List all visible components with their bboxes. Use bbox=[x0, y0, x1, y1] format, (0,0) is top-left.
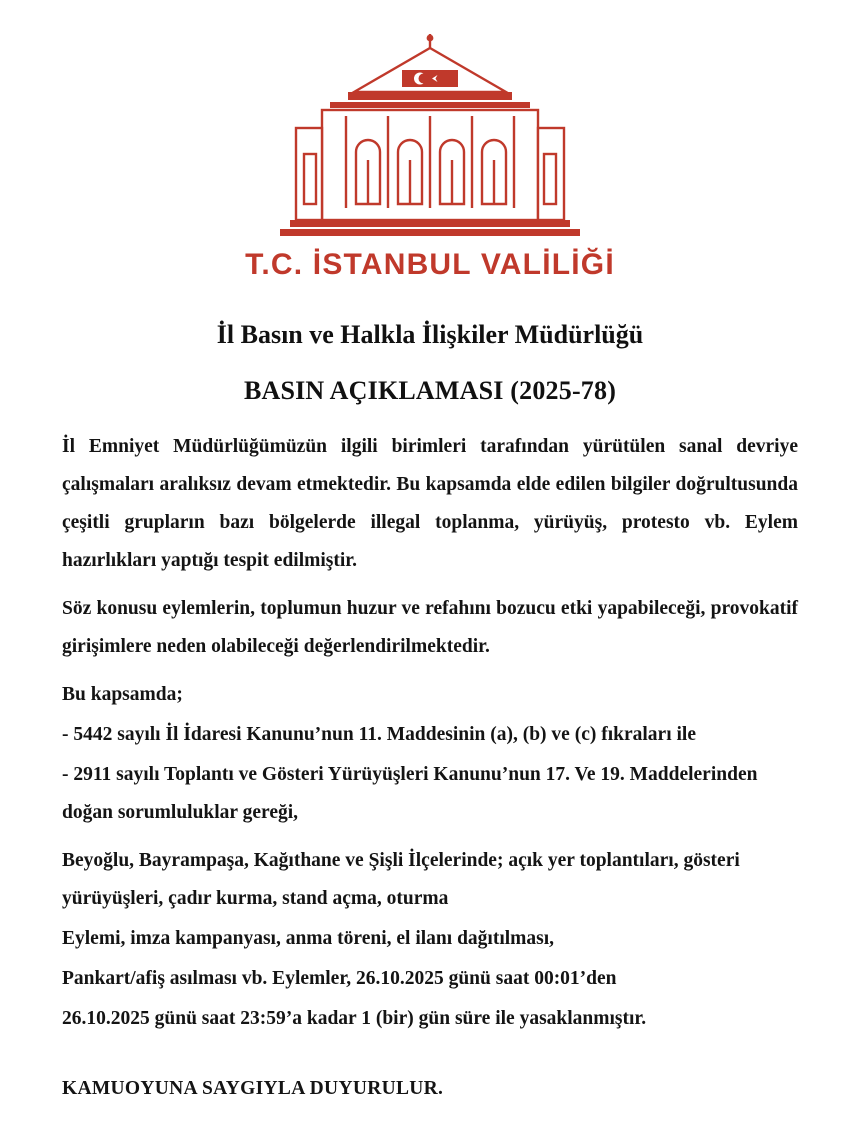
paragraph-legal-item: - 2911 sayılı Toplantı ve Gösteri Yürüyüşleri Kanunu’nun 17. Ve 19. Maddelerinden doğan sorumluluklar gereği, bbox=[62, 764, 758, 824]
paragraph: Eylemi, imza kampanyası, anma töreni, el ilanı dağıtılması, bbox=[62, 928, 555, 950]
paragraph: Beyoğlu, Bayrampaşa, Kağıthane ve Şişli İlçelerinde; açık yer toplantıları, gösteri yürüyüşleri, çadır kurma, stand açma, oturma bbox=[62, 850, 740, 910]
paragraph: Pankart/afiş asılması vb. Eylemler, 26.10.2025 günü saat 00:01’den bbox=[62, 968, 617, 990]
istanbul-valiligi-building-icon bbox=[260, 32, 600, 244]
press-release-body bbox=[62, 428, 798, 1100]
closing-statement: KAMUOYUNA SAYGIYLA DUYURULUR. bbox=[62, 1078, 444, 1100]
page-title: BASIN AÇIKLAMASI (2025-78) bbox=[243, 376, 617, 405]
paragraph: 26.10.2025 günü saat 23:59’a kadar 1 (bir) gün süre ile yasaklanmıştır. bbox=[62, 1008, 647, 1030]
logo-block bbox=[245, 32, 615, 282]
paragraph: İl Emniyet Müdürlüğümüzün ilgili birimleri tarafından yürütülen sanal devriye çalışmaları aralıksız devam etmektedir. Bu kapsamda elde edilen bilgiler doğrultusunda çeşitli grupların bazı bölgelerde illegal toplanma, yürüyüş, protesto vb. Eylem hazırlıkları yaptığı tespit edilmiştir. bbox=[62, 436, 798, 572]
page-subtitle: İl Basın ve Halkla İlişkiler Müdürlüğü bbox=[216, 320, 644, 349]
paragraph-legal-item: - 5442 sayılı İl İdaresi Kanunu’nun 11. Maddesinin (a), (b) ve (c) fıkraları ile bbox=[62, 724, 696, 746]
paragraph: Bu kapsamda; bbox=[62, 684, 183, 706]
paragraph: Söz konusu eylemlerin, toplumun huzur ve refahını bozucu etki yapabileceği, provokatif girişimlere neden olabileceği değerlendirilmektedir. bbox=[62, 598, 798, 658]
logo-wordmark: T.C. İSTANBUL VALİLİĞİ bbox=[245, 248, 615, 281]
